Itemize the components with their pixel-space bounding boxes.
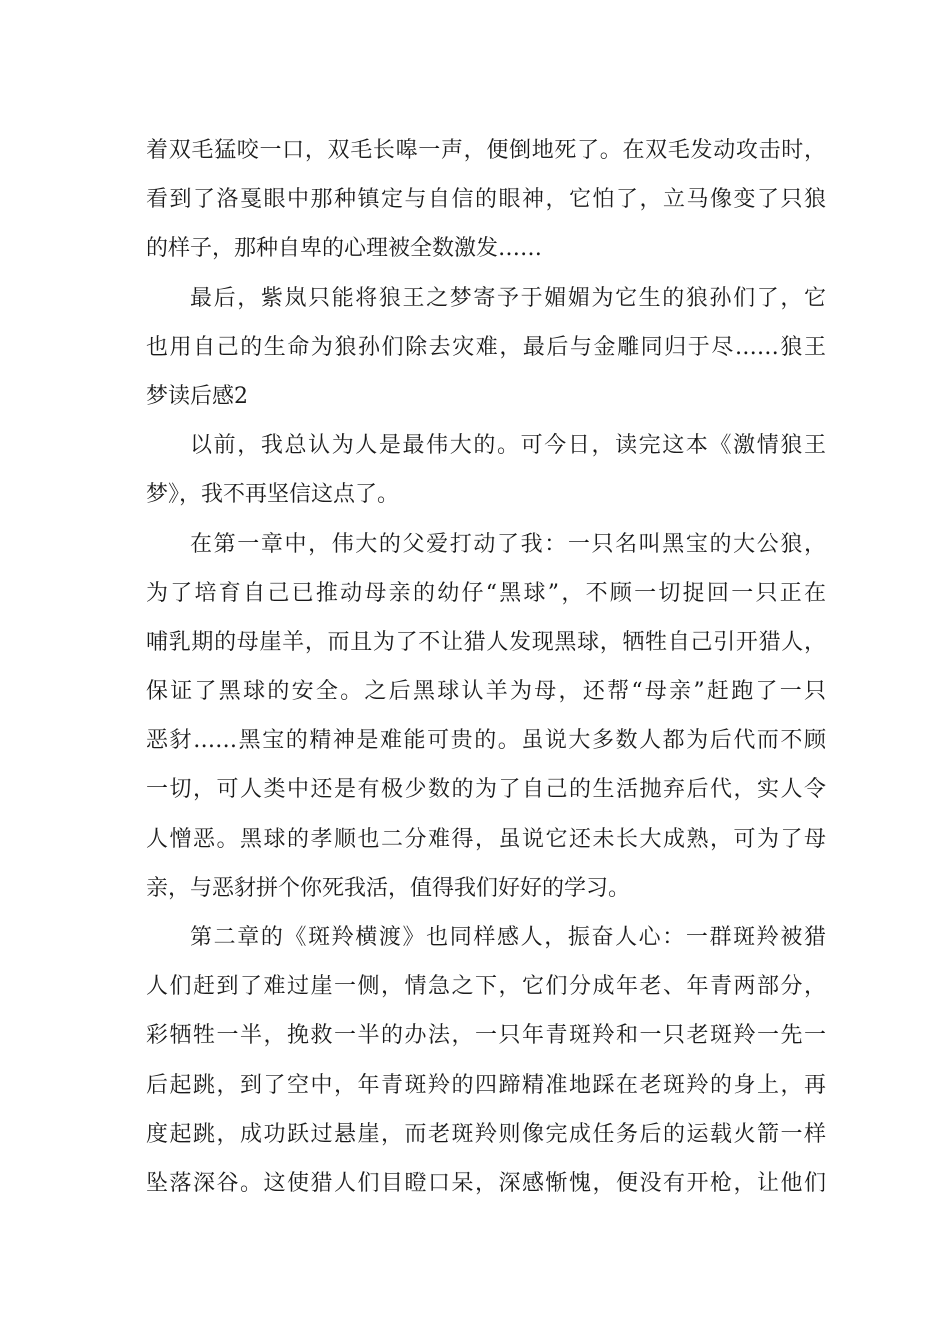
text-line: 坠落深谷。这使猎人们目瞪口呆，深感惭愧，便没有开枪，让他们 xyxy=(146,1170,826,1196)
text-line: 恶豺……黑宝的精神是难能可贵的。虽说大多数人都为后代而不顾 xyxy=(146,728,826,754)
text-line: 后起跳，到了空中，年青斑羚的四蹄精准地踩在老斑羚的身上，再 xyxy=(146,1072,826,1098)
text-line: 亲，与恶豺拼个你死我活，值得我们好好的学习。 xyxy=(146,875,631,901)
text-line: 哺乳期的母崖羊，而且为了不让猎人发现黑球，牺牲自己引开猎人， xyxy=(146,629,826,655)
text-line: 保证了黑球的安全。之后黑球认羊为母，还帮“母亲”赶跑了一只 xyxy=(146,679,826,705)
body-text xyxy=(146,126,826,1208)
text-line: 的样子，那种自卑的心理被全数激发…… xyxy=(146,236,543,262)
text-line: 彩牺牲一半，挽救一半的办法，一只年青斑羚和一只老斑羚一先一 xyxy=(146,1023,826,1049)
paragraph-first-line: 以前，我总认为人是最伟大的。可今日，读完这本《激情狼王 xyxy=(190,433,826,459)
text-line: 一切，可人类中还是有极少数的为了自己的生活抛弃后代，实人令 xyxy=(146,777,826,803)
text-line: 梦》，我不再坚信这点了。 xyxy=(146,482,400,508)
text-line: 着双毛猛咬一口，双毛长嗥一声，便倒地死了。在双毛发动攻击时， xyxy=(146,138,826,163)
text-line: 人们赶到了难过崖一侧，情急之下，它们分成年老、年青两部分， xyxy=(146,974,826,1000)
text-line: 度起跳，成功跃过悬崖，而老斑羚则像完成任务后的运载火箭一样 xyxy=(146,1121,826,1147)
text-line: 看到了洛戛眼中那种镇定与自信的眼神，它怕了，立马像变了只狼 xyxy=(146,187,826,213)
paragraph-first-line: 最后，紫岚只能将狼王之梦寄予于媚媚为它生的狼孙们了，它 xyxy=(190,285,826,311)
text-line: 也用自己的生命为狼孙们除去灾难，最后与金雕同归于尽……狼王 xyxy=(146,334,826,360)
paragraph-first-line: 第二章的《斑羚横渡》也同样感人，振奋人心：一群斑羚被猎 xyxy=(190,925,826,950)
text-line: 为了培育自己已推动母亲的幼仔“黑球”，不顾一切捉回一只正在 xyxy=(146,580,826,606)
paragraph-first-line: 在第一章中，伟大的父爱打动了我：一只名叫黑宝的大公狼， xyxy=(190,531,826,557)
text-line: 梦读后感2 xyxy=(146,383,248,409)
text-line: 人憎恶。黑球的孝顺也二分难得，虽说它还未长大成熟，可为了母 xyxy=(146,826,826,852)
